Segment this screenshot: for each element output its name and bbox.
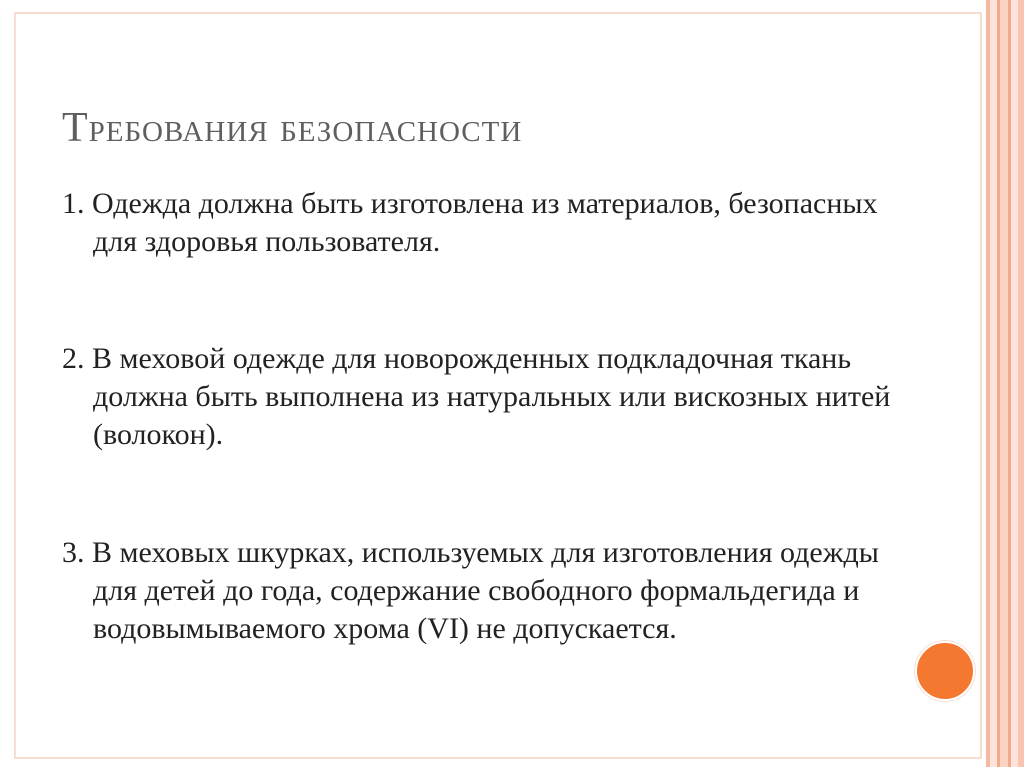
slide-title: Требования безопасности xyxy=(62,105,523,151)
decorative-stripe xyxy=(1000,0,1008,767)
decorative-stripe xyxy=(1011,0,1018,767)
orange-circle-decoration xyxy=(915,641,975,701)
requirement-item-3: 3. В меховых шкурках, используемых для изготовления одежды для детей до года, содержание свободного формальдегида и водовымываемого хрома (VI) не допускается. xyxy=(62,536,879,645)
decorative-stripe xyxy=(1018,0,1024,767)
requirement-item-1: 1. Одежда должна быть изготовлена из материалов, безопасных для здоровья пользователя. xyxy=(62,187,878,258)
decorative-stripe xyxy=(990,0,997,767)
requirement-item-2: 2. В меховой одежде для новорожденных подкладочная ткань должна быть выполнена из натуральных или вискозных нитей (волокон). xyxy=(62,342,891,451)
